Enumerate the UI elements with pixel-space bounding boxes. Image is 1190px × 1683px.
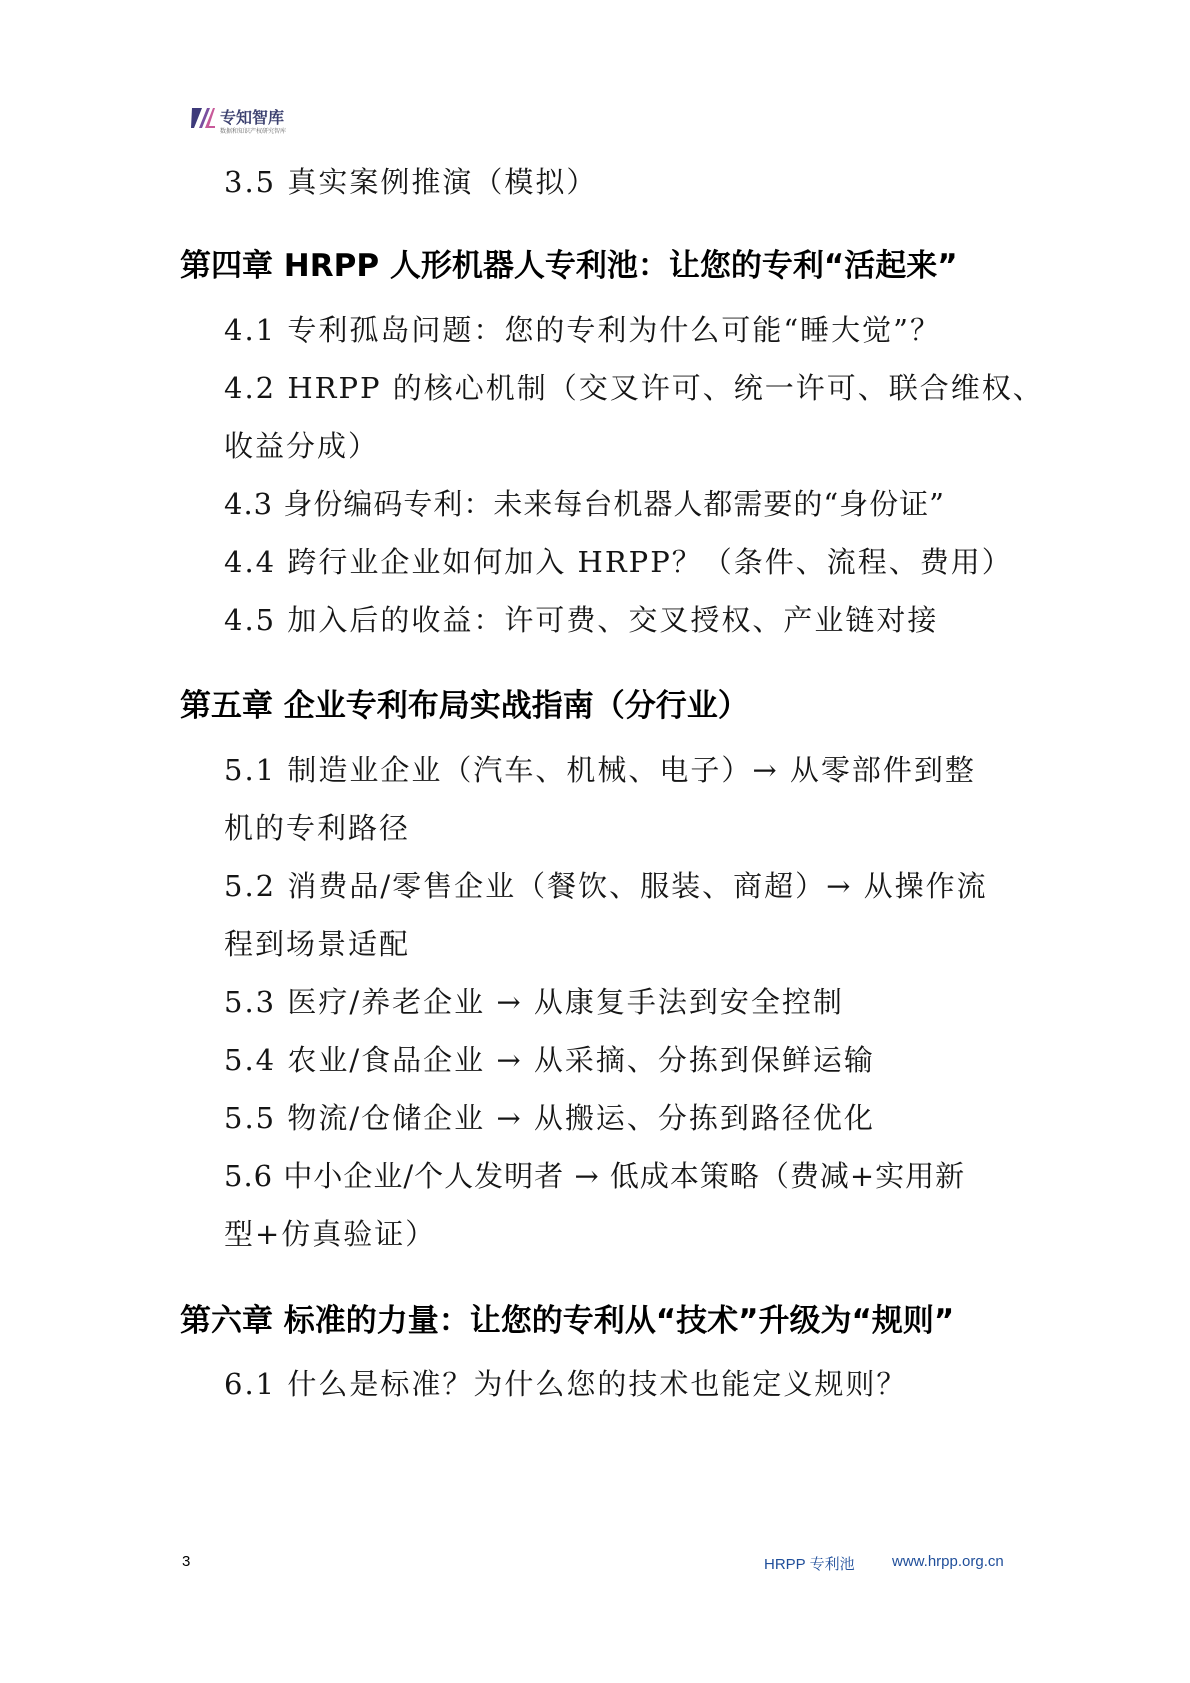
toc-item-5-1: 5.1 制造业企业（汽车、机械、电子）→ 从零部件到整 (224, 753, 976, 787)
toc-item-6-1: 6.1 什么是标准？为什么您的技术也能定义规则？ (224, 1367, 908, 1401)
footer-url[interactable]: www.hrpp.org.cn (892, 1553, 1004, 1570)
toc-item-4-3: 4.3 身份编码专利：未来每台机器人都需要的“身份证” (224, 487, 945, 521)
toc-item-5-4: 5.4 农业/食品企业 → 从采摘、分拣到保鲜运输 (224, 1043, 875, 1077)
logo-tagline: 数据和知识产权研究智库 (220, 128, 287, 135)
logo (190, 103, 310, 139)
toc-item-5-6: 5.6 中小企业/个人发明者 → 低成本策略（费减+实用新 (224, 1159, 966, 1193)
toc-item-5-1-cont: 机的专利路径 (224, 811, 411, 845)
toc-item-4-2: 4.2 HRPP 的核心机制（交叉许可、统一许可、联合维权、 (224, 371, 1044, 405)
chapter-4-heading: 第四章 HRPP 人形机器人专利池：让您的专利“活起来” (180, 248, 958, 284)
chapter-6-heading: 第六章 标准的力量：让您的专利从“技术”升级为“规则” (180, 1303, 955, 1339)
chapter-5-heading: 第五章 企业专利布局实战指南（分行业） (180, 688, 749, 724)
toc-item-5-2-cont: 程到场景适配 (224, 927, 411, 961)
logo-title: 专知智库 (220, 108, 285, 127)
toc-item-4-4: 4.4 跨行业企业如何加入 HRPP？（条件、流程、费用） (224, 545, 1013, 579)
toc-item-4-1: 4.1 专利孤岛问题：您的专利为什么可能“睡大觉”？ (224, 313, 941, 347)
toc-item-4-2-cont: 收益分成） (224, 429, 380, 463)
toc-item-3-5: 3.5 真实案例推演（模拟） (224, 165, 598, 199)
footer-brand: HRPP 专利池 (764, 1556, 855, 1573)
toc-item-4-5: 4.5 加入后的收益：许可费、交叉授权、产业链对接 (224, 603, 939, 637)
toc-item-5-3: 5.3 医疗/养老企业 → 从康复手法到安全控制 (224, 985, 844, 1019)
page-number: 3 (182, 1553, 191, 1570)
toc-item-5-5: 5.5 物流/仓储企业 → 从搬运、分拣到路径优化 (224, 1101, 875, 1135)
toc-item-5-6-cont: 型+仿真验证） (224, 1217, 437, 1251)
zl-logo-icon (190, 105, 216, 131)
toc-item-5-2: 5.2 消费品/零售企业（餐饮、服装、商超）→ 从操作流 (224, 869, 988, 903)
